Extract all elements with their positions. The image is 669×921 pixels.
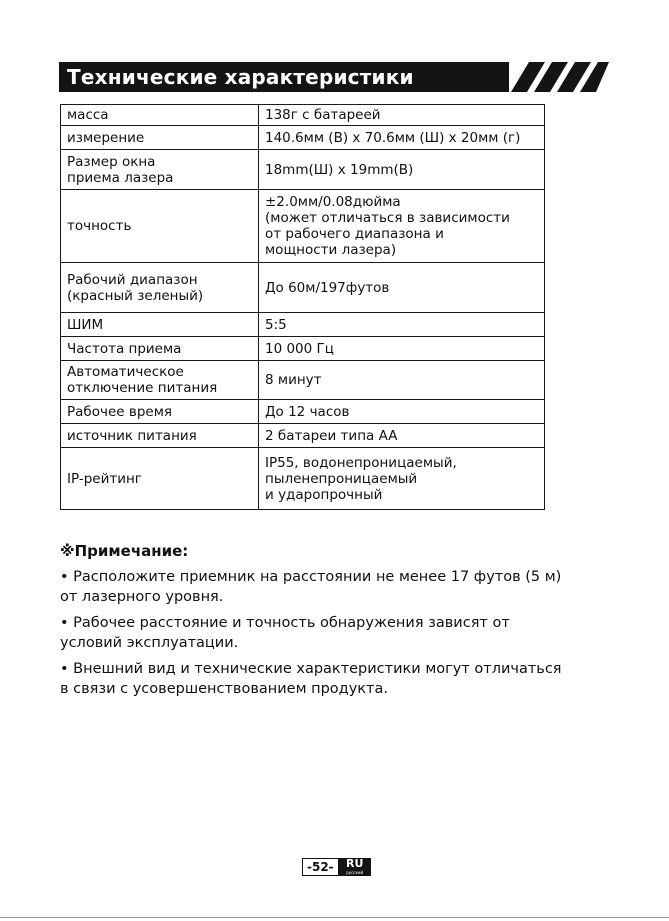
language-badge xyxy=(339,858,371,876)
spec-value: 8 минут xyxy=(259,361,545,400)
spec-value: ±2.0мм/0.08дюйма (может отличаться в зависимости от рабочего диапазона и мощности лазера) xyxy=(259,190,545,263)
spec-label: точность xyxy=(61,190,259,263)
spec-label: ШИМ xyxy=(61,313,259,337)
spec-value: 10 000 Гц xyxy=(259,337,545,361)
section-header xyxy=(59,62,609,92)
spec-label: измерение xyxy=(61,126,259,150)
table-row xyxy=(61,313,545,337)
spec-label: масса xyxy=(61,105,259,126)
bottom-divider xyxy=(0,917,669,918)
table-row xyxy=(61,263,545,313)
note-item: • Расположите приемник на расстоянии не менее 17 футов (5 м) от лазерного уровня. xyxy=(60,569,562,605)
note-item: • Рабочее расстояние и точность обнаружения зависят от условий эксплуатации. xyxy=(60,615,510,651)
table-row xyxy=(61,126,545,150)
note-title: ※Примечание: xyxy=(60,542,189,560)
page-title: Технические характеристики xyxy=(67,65,414,89)
spec-label: Автоматическое отключение питания xyxy=(61,361,259,400)
table-row xyxy=(61,190,545,263)
spec-label: Частота приема xyxy=(61,337,259,361)
spec-label: Рабочее время xyxy=(61,400,259,424)
table-row xyxy=(61,337,545,361)
spec-value: 140.6мм (В) x 70.6мм (Ш) x 20мм (г) xyxy=(259,126,545,150)
page-footer xyxy=(302,858,371,876)
page-number: -52- xyxy=(302,858,339,876)
notes-list xyxy=(60,567,620,705)
table-row xyxy=(61,448,545,510)
table-row xyxy=(61,105,545,126)
spec-label: Размер окна приема лазера xyxy=(61,150,259,190)
language-name: русский xyxy=(346,870,364,875)
note-item: • Внешний вид и технические характеристики могут отличаться в связи с усовершенствованием продукта. xyxy=(60,661,562,697)
spec-value: 138г с батареей xyxy=(259,105,545,126)
spec-label: источник питания xyxy=(61,424,259,448)
spec-value: До 12 часов xyxy=(259,400,545,424)
table-row xyxy=(61,424,545,448)
table-row xyxy=(61,150,545,190)
table-row xyxy=(61,400,545,424)
table-row xyxy=(61,361,545,400)
spec-table xyxy=(60,104,545,510)
spec-label: Рабочий диапазон (красный зеленый) xyxy=(61,263,259,313)
spec-value: IP55, водонепроницаемый, пыленепроницаемый и ударопрочный xyxy=(259,448,545,510)
language-code: RU xyxy=(345,857,364,870)
spec-value: До 60м/197футов xyxy=(259,263,545,313)
spec-value: 5:5 xyxy=(259,313,545,337)
spec-label: IP-рейтинг xyxy=(61,448,259,510)
spec-value: 18mm(Ш) x 19mm(В) xyxy=(259,150,545,190)
spec-value: 2 батареи типа AA xyxy=(259,424,545,448)
